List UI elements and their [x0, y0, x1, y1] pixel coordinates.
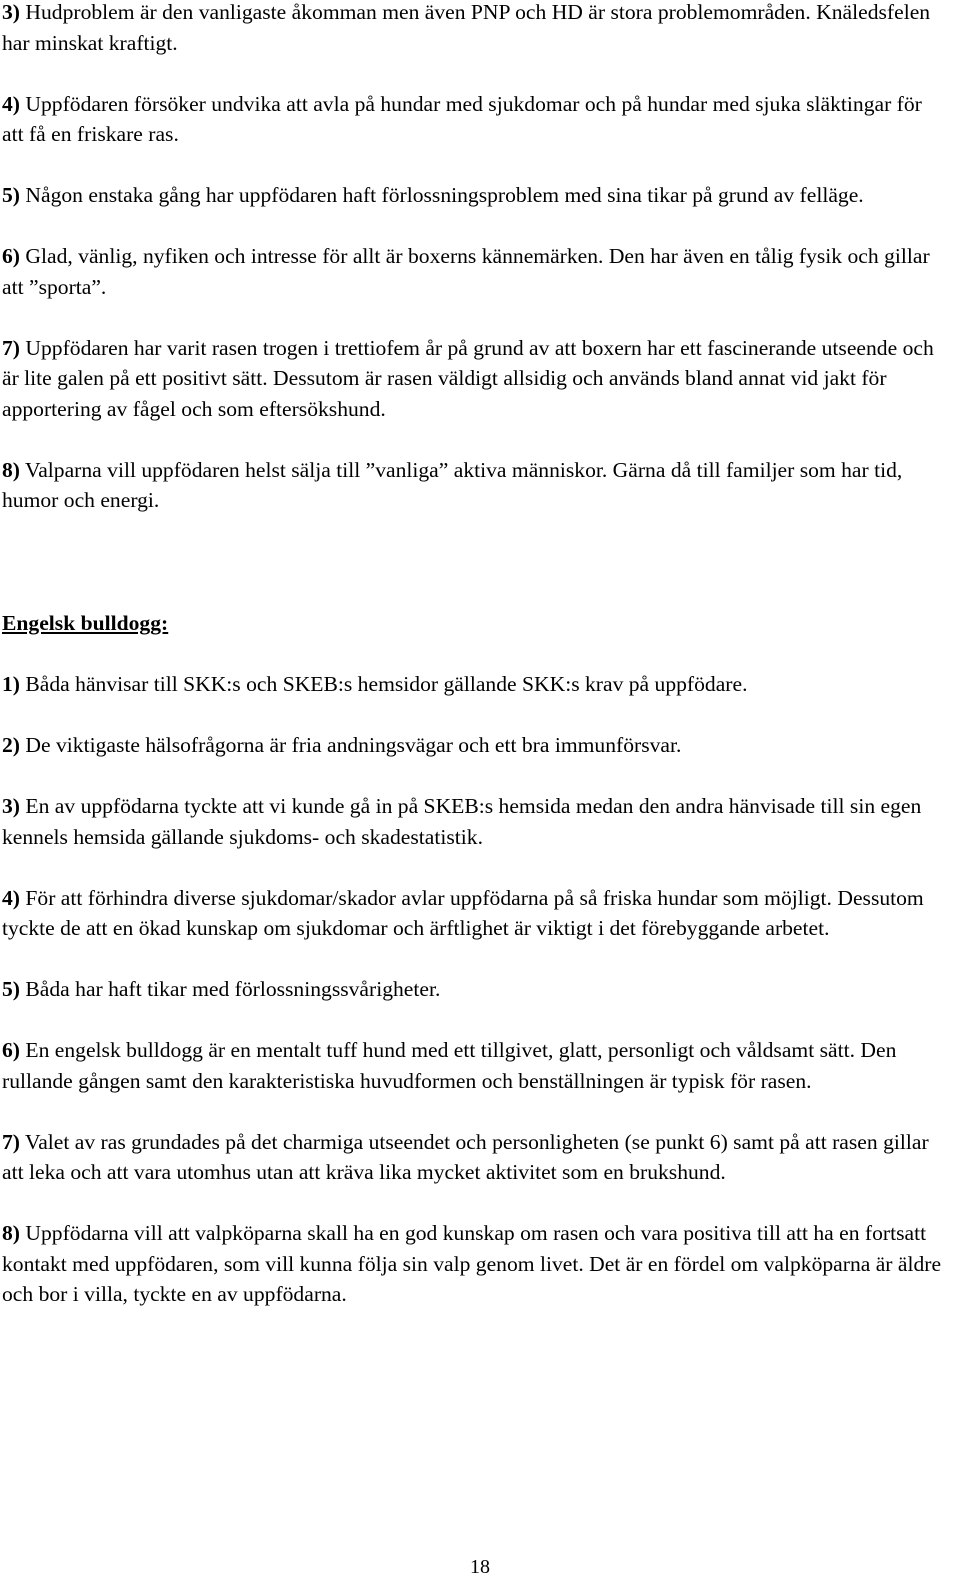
answer-number: 5) [2, 977, 20, 1001]
answer-text: Valparna vill uppfödaren helst sälja till ”vanliga” aktiva människor. Gärna då till familjer som har tid, humor och energi. [2, 457, 903, 512]
section-heading: Engelsk bulldogg: [2, 611, 169, 635]
answer-paragraph [2, 1035, 947, 1096]
answer-text: Båda har haft tikar med förlossningssvårigheter. [20, 977, 441, 1001]
answer-paragraph [2, 241, 947, 302]
answer-paragraph [2, 883, 947, 944]
answer-paragraph [2, 669, 947, 700]
answer-text: Någon enstaka gång har uppfödaren haft förlossningsproblem med sina tikar på grund av felläge. [20, 183, 864, 207]
answer-text: Båda hänvisar till SKK:s och SKEB:s hemsidor gällande SKK:s krav på uppfödare. [20, 672, 748, 696]
answer-paragraph [2, 0, 947, 58]
answer-paragraph [2, 89, 947, 150]
answer-text: Glad, vänlig, nyfiken och intresse för allt är boxerns kännemärken. Den har även en tålig fysik och gillar att ”sporta”. [2, 244, 930, 299]
answer-number: 4) [2, 885, 20, 910]
answer-number: 2) [2, 733, 20, 757]
answer-number: 8) [2, 457, 20, 482]
answer-paragraph [2, 791, 947, 852]
answer-text: Valet av ras grundades på det charmiga utseendet och personligheten (se punkt 6) samt på att rasen gillar att leka och att vara utomhus utan att kräva lika mycket aktivitet som en brukshund. [2, 1129, 929, 1184]
answer-paragraph [2, 333, 947, 425]
answer-number: 1) [2, 672, 20, 696]
page-number: 18 [470, 1556, 490, 1578]
answer-number: 3) [2, 0, 20, 24]
answer-paragraph [2, 1127, 947, 1188]
answer-paragraph [2, 1218, 947, 1310]
answer-number: 7) [2, 1129, 20, 1154]
answer-text: Uppfödaren försöker undvika att avla på hundar med sjukdomar och på hundar med sjuka släktingar för att få en friskare ras. [2, 91, 922, 146]
answer-number: 8) [2, 1221, 20, 1245]
answer-number: 6) [2, 244, 20, 268]
answer-text: En engelsk bulldogg är en mentalt tuff hund med ett tillgivet, glatt, personligt och våldsamt sätt. Den rullande gången samt den karakteristiska huvudformen och benställningen är typisk för rasen. [2, 1038, 897, 1093]
answer-text: En av uppfödarna tyckte att vi kunde gå in på SKEB:s hemsida medan den andra hänvisade till sin egen kennels hemsida gällande sjukdoms- och skadestatistik. [2, 794, 922, 849]
answer-text: Uppfödarna vill att valpköparna skall ha en god kunskap om rasen och vara positiva till att ha en fortsatt kontakt med uppfödaren, som vill kunna följa sin valp genom livet. Det är en fördel om valpköparna är äldre och bor i villa, tyckte en av uppfödarna. [2, 1221, 942, 1306]
answer-number: 3) [2, 794, 20, 818]
answer-text: Hudproblem är den vanligaste åkomman men även PNP och HD är stora problemområden. Knäledsfelen har minskat kraftigt. [2, 0, 931, 55]
answer-number: 7) [2, 335, 20, 360]
answer-paragraph [2, 974, 947, 1005]
answer-text: Uppfödaren har varit rasen trogen i trettiofem år på grund av att boxern har ett fascinerande utseende och är lite galen på ett positivt sätt. Dessutom är rasen väldigt allsidig och används bland annat vid jakt för apportering av fågel och som eftersökshund. [2, 335, 934, 421]
answer-paragraph [2, 730, 947, 761]
answer-text: För att förhindra diverse sjukdomar/skador avlar uppfödarna på så friska hundar som möjligt. Dessutom tyckte de att en ökad kunskap om sjukdomar och ärftlighet är viktigt i det förebyggande arbetet. [2, 885, 924, 940]
answer-paragraph [2, 180, 947, 211]
answer-number: 6) [2, 1038, 20, 1062]
answer-text: De viktigaste hälsofrågorna är fria andningsvägar och ett bra immunförsvar. [20, 733, 682, 757]
answer-number: 4) [2, 91, 20, 116]
page-content [2, 0, 947, 1340]
answer-paragraph [2, 455, 947, 516]
answer-number: 5) [2, 183, 20, 207]
section-spacer [2, 546, 947, 608]
